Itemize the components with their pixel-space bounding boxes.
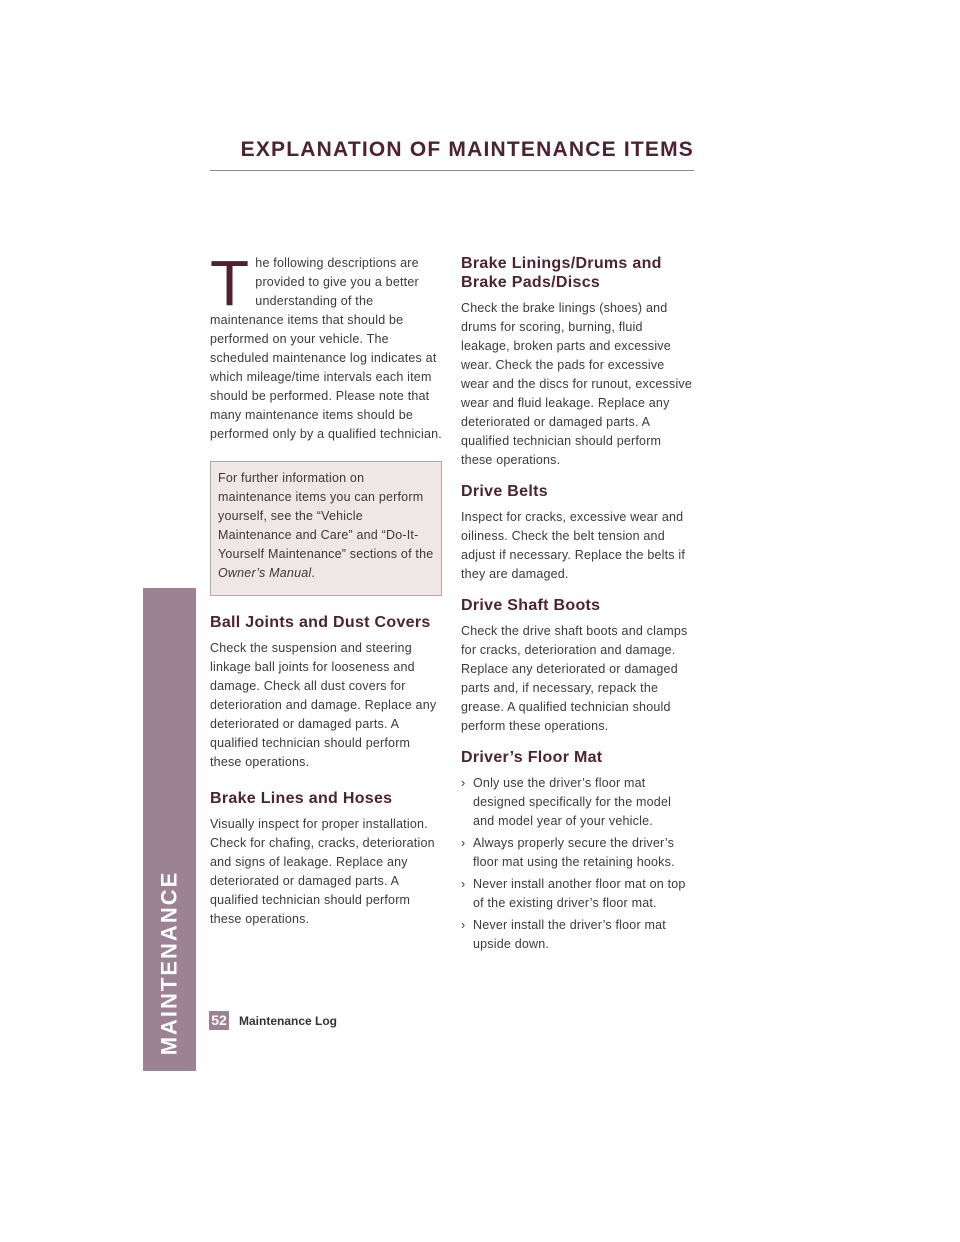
section-body-brake-lines: Visually inspect for proper installation. Check for chafing, cracks, deterioration and signs of leakage. Replace any deteriorated or damaged parts. A qualified technician should perform these operations. (210, 817, 435, 926)
bullet-chevron-icon: › (461, 776, 466, 790)
left-column (210, 247, 442, 929)
section-body-drive-shaft-boots: Check the drive shaft boots and clamps for cracks, deterioration and damage. Replace any deteriorated or damaged parts and, if necessary, repack the grease. A qualified technician should perform these operations. (461, 624, 688, 733)
floor-mat-bullet-list (461, 774, 693, 954)
section-body-drive-belts: Inspect for cracks, excessive wear and oiliness. Check the belt tension and adjust if necessary. Replace the belts if they are damaged. (461, 510, 686, 581)
page-title: EXPLANATION OF MAINTENANCE ITEMS (240, 138, 694, 161)
list-item (461, 875, 693, 913)
bullet-chevron-icon: › (461, 918, 466, 932)
drop-cap: T (210, 247, 250, 319)
section-heading-floor-mat: Driver’s Floor Mat (461, 749, 603, 766)
list-item-text: Only use the driver’s floor mat designed specifically for the model and model year of your vehicle. (473, 776, 672, 828)
list-item-text: Always properly secure the driver’s floor mat using the retaining hooks. (473, 836, 675, 869)
intro-text: he following descriptions are provided to give you a better understanding of the maintenance items that should be performed on your vehicle. The scheduled maintenance log indicates at which mileage/time intervals each item should be performed. Please note that many maintenance items should be performed only by a qualified technician. (210, 256, 442, 441)
list-item (461, 774, 693, 831)
footer-label: Maintenance Log (239, 1013, 338, 1028)
side-tab-label: MAINTENANCE (156, 870, 182, 1056)
list-item-text: Never install another floor mat on top of the existing driver’s floor mat. (473, 877, 686, 910)
intro-paragraph (210, 247, 442, 444)
note-text-main: For further information on maintenance items you can perform yourself, see the “Vehicle Maintenance and Care” and “Do-It-Yourself Maintenance” sections of the (218, 471, 434, 561)
section-heading-brake-linings: Brake Linings/Drums and Brake Pads/Discs (461, 255, 662, 291)
bullet-chevron-icon: › (461, 836, 466, 850)
section-heading-ball-joints: Ball Joints and Dust Covers (210, 614, 431, 631)
section-heading-drive-shaft-boots: Drive Shaft Boots (461, 597, 601, 614)
page-footer (209, 1011, 337, 1030)
note-text-end: . (311, 566, 316, 580)
section-body-brake-linings: Check the brake linings (shoes) and drums for scoring, burning, fluid leakage, broken parts and excessive wear. Check the pads for excessive wear and the discs for runout, excessive wear and fluid leakage. Replace any deteriorated or damaged parts. A qualified technician should perform these operations. (461, 301, 693, 467)
list-item (461, 834, 693, 872)
section-heading-brake-lines: Brake Lines and Hoses (210, 790, 393, 807)
list-item-text: Never install the driver’s floor mat upside down. (473, 918, 666, 951)
page-header (210, 136, 694, 171)
note-emphasis: Owner’s Manual (218, 566, 312, 580)
list-item (461, 916, 693, 954)
side-tab-label-wrap (143, 588, 196, 1071)
page-number: 52 (209, 1011, 229, 1030)
info-note-box (210, 461, 442, 596)
section-heading-drive-belts: Drive Belts (461, 483, 548, 500)
right-column (461, 254, 693, 957)
note-text (218, 469, 434, 583)
section-body-ball-joints: Check the suspension and steering linkage ball joints for looseness and damage. Check all dust covers for deterioration and damage. Replace any deteriorated or damaged parts. A qualified technician should perform these operations. (210, 641, 437, 769)
bullet-chevron-icon: › (461, 877, 466, 891)
